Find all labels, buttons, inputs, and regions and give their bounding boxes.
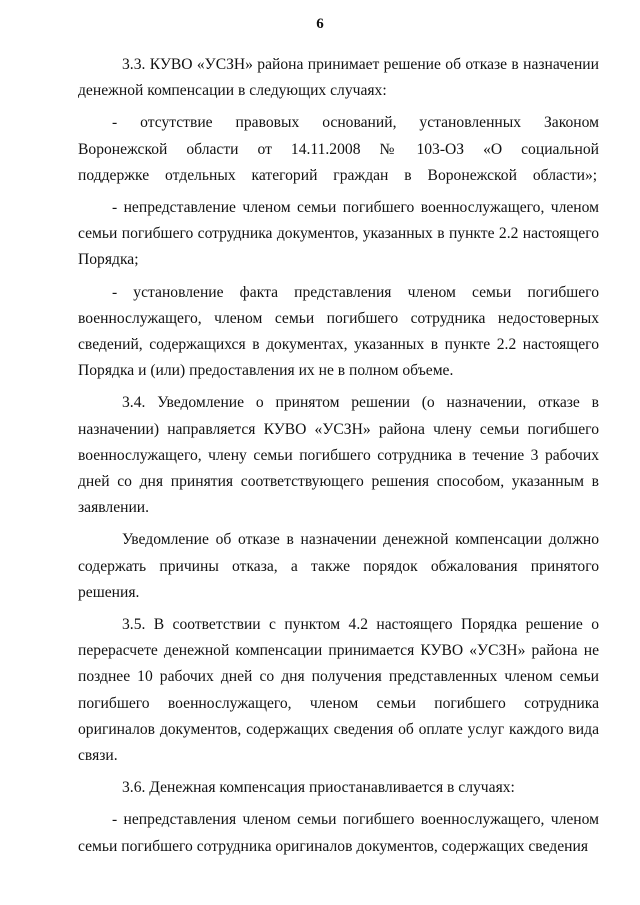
paragraph-3-5: 3.5. В соответствии с пунктом 4.2 настоящего Порядка решение о перерасчете денежной компенсации принимается КУВО «УСЗН» района не позднее 10 рабочих дней со дня получения представленных членом семьи погибшего военнослужащего, членом семьи погибшего сотрудника оригиналов документов, содержащих сведения об оплате услуг каждого вида связи. [78, 616, 599, 765]
paragraph-3-4: 3.4. Уведомление о принятом решении (о назначении, отказе в назначении) направляется КУВО «УСЗН» района члену семьи погибшего военнослужащего, члену семьи погибшего сотрудника в течение 3 рабочих дней со дня принятия соответствующего решения способом, указанным в заявлении. [78, 394, 599, 517]
paragraph-3-6: 3.6. Денежная компенсация приостанавливается в случаях: [122, 779, 515, 797]
document-body [78, 52, 599, 866]
paragraph-refusal-notice: Уведомление об отказе в назначении денежной компенсации должно содержать причины отказа, а также порядок обжалования принятого решения. [78, 531, 599, 601]
list-item-documents-not-submitted: - непредставление членом семьи погибшего военнослужащего, членом семьи погибшего сотрудника документов, указанных в пункте 2.2 настоящего Порядка; [78, 199, 599, 269]
list-item-false-information: - установление факта представления членом семьи погибшего военнослужащего, членом семьи погибшего сотрудника недостоверных сведений, содержащихся в документах, указанных в пункте 2.2 настоящего Порядка и (или) предоставления их не в полном объеме. [78, 283, 599, 380]
list-item-originals-not-submitted: - непредставления членом семьи погибшего военнослужащего, членом семьи погибшего сотрудника оригиналов документов, содержащих сведения [78, 811, 599, 855]
page-number: 6 [316, 16, 324, 32]
list-item-no-legal-grounds: - отсутствие правовых оснований, установленных Законом Воронежской области от 14.11.2008 № 103-ОЗ «О социальной поддержке отдельных категорий граждан в Воронежской области»; [78, 114, 599, 184]
paragraph-3-3: 3.3. КУВО «УСЗН» района принимает решение об отказе в назначении денежной компенсации в следующих случаях: [78, 56, 599, 100]
